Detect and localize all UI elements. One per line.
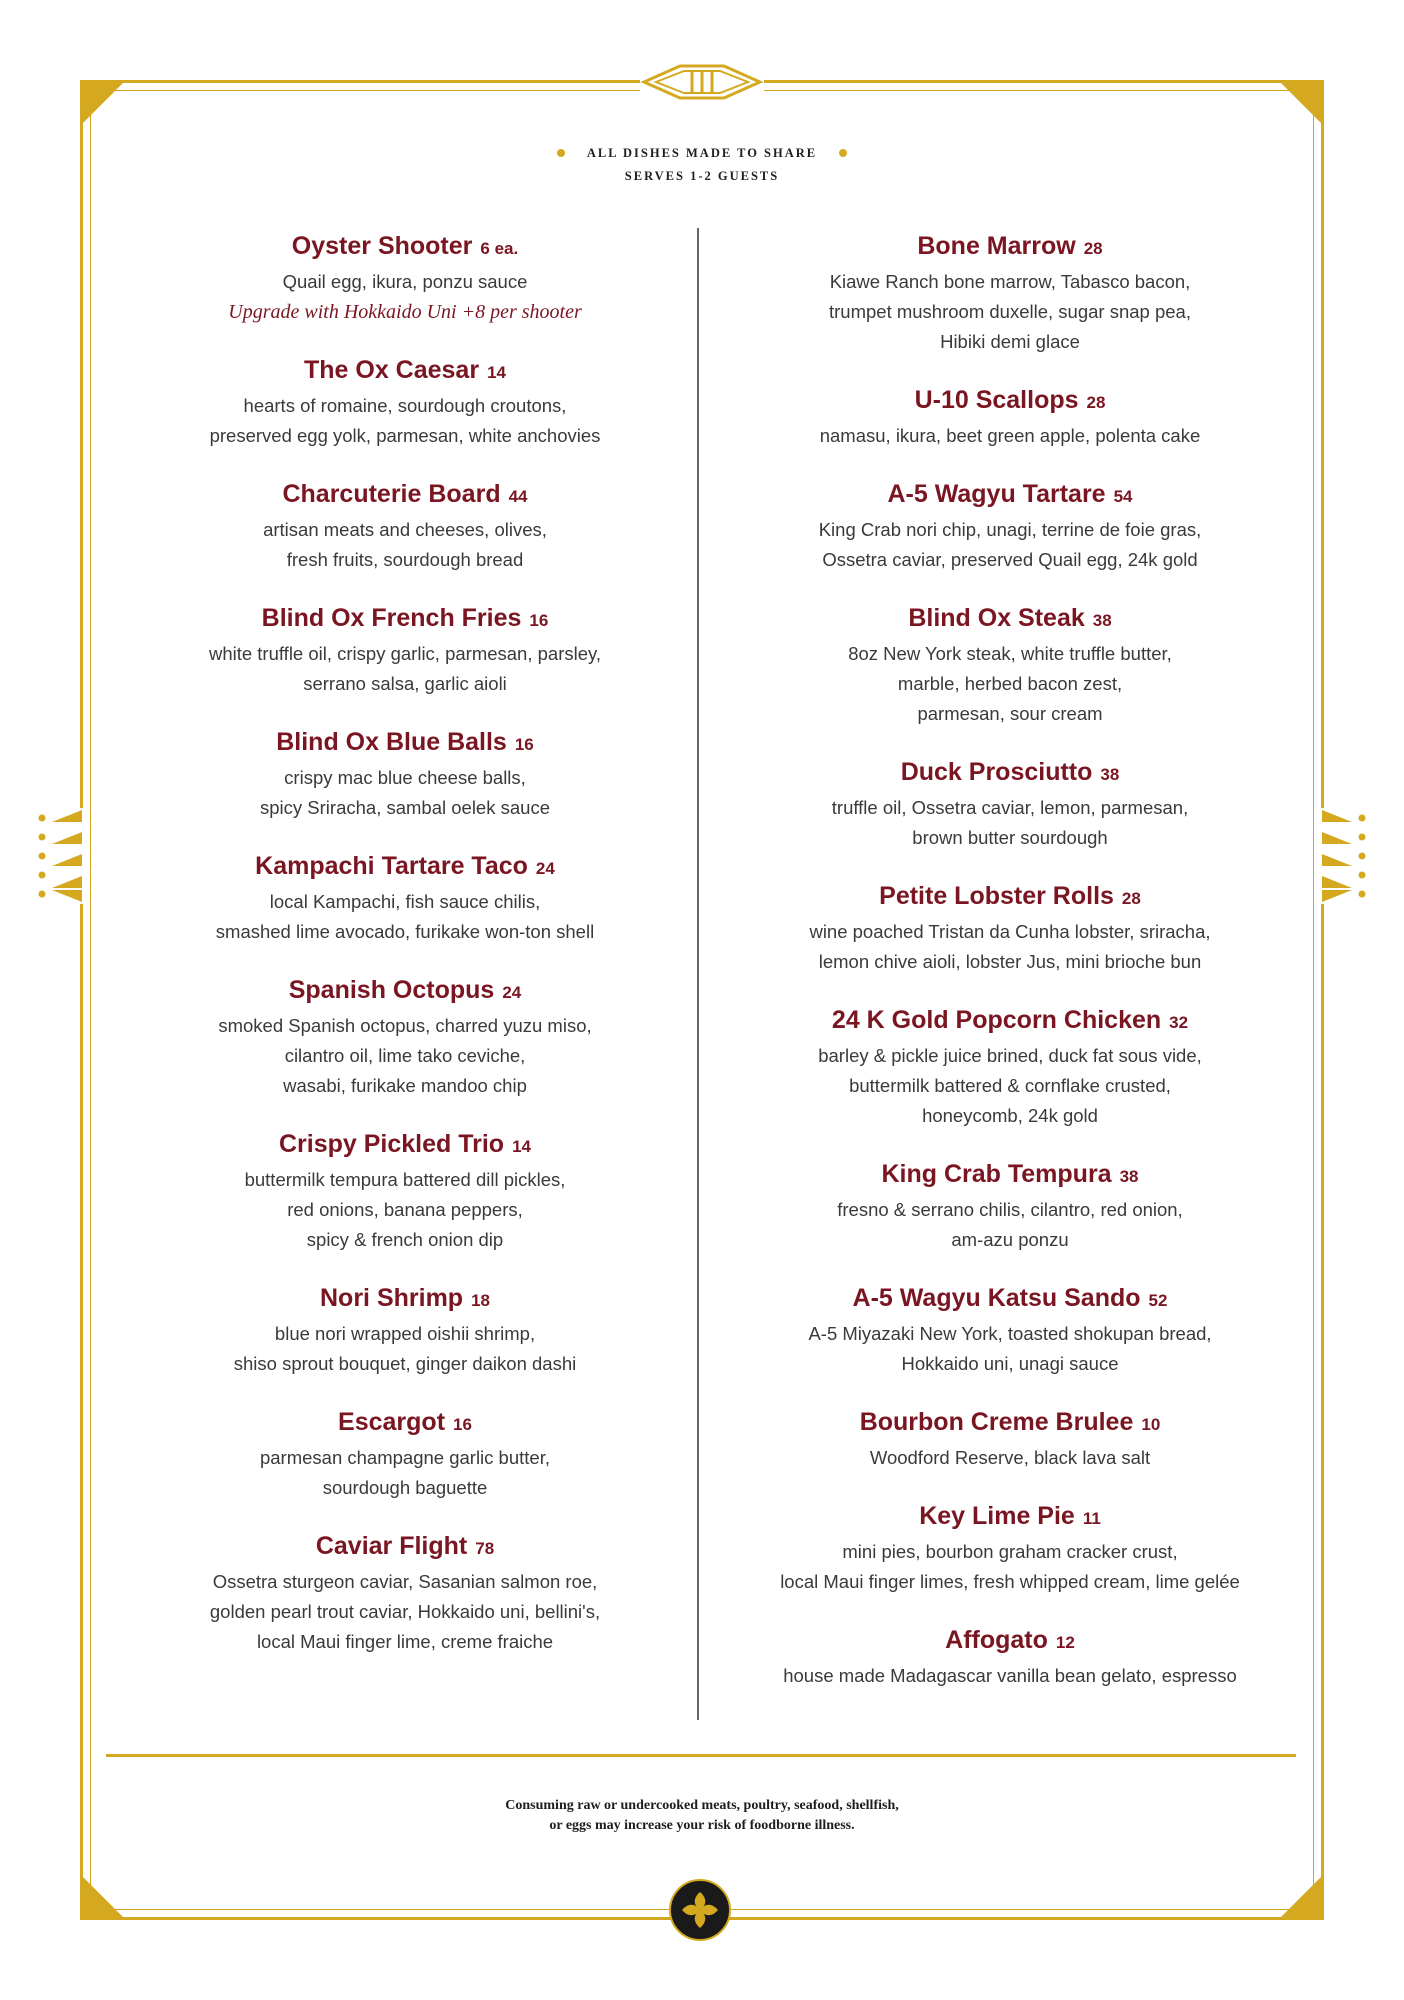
menu-item-heading bbox=[140, 1280, 670, 1319]
menu-item-upgrade-note: Upgrade with Hokkaido Uni +8 per shooter bbox=[228, 301, 582, 323]
menu-item-name: Nori Shrimp bbox=[320, 1284, 464, 1312]
header-line-1 bbox=[0, 142, 1404, 165]
menu-item-heading bbox=[742, 382, 1278, 421]
menu-header bbox=[0, 142, 1404, 188]
menu-item-heading bbox=[742, 878, 1278, 917]
menu-item-heading bbox=[140, 352, 670, 391]
menu-item-description: buttermilk tempura battered dill pickles, bbox=[244, 1169, 566, 1190]
disclaimer-line: Consuming raw or undercooked meats, poultry, seafood, shellfish, bbox=[505, 1798, 899, 1813]
menu-item-name: Blind Ox French Fries bbox=[261, 604, 522, 632]
menu-item-heading bbox=[140, 476, 670, 515]
menu-item-description: barley & pickle juice brined, duck fat sous vide, bbox=[818, 1045, 1202, 1066]
corner-ornament-bottom-right bbox=[1278, 1874, 1324, 1920]
dot-icon bbox=[839, 149, 847, 157]
menu-item bbox=[140, 352, 670, 451]
menu-item-description: buttermilk battered & cornflake crusted, bbox=[849, 1075, 1171, 1096]
menu-item bbox=[140, 972, 670, 1101]
side-ornament-icon bbox=[36, 808, 88, 904]
menu-item-name: Petite Lobster Rolls bbox=[879, 882, 1114, 910]
menu-item-price: 28 bbox=[1121, 889, 1141, 908]
menu-item-heading bbox=[140, 228, 670, 267]
menu-item-description: fresno & serrano chilis, cilantro, red onion, bbox=[837, 1199, 1183, 1220]
menu-item-name: 24 K Gold Popcorn Chicken bbox=[831, 1006, 1162, 1034]
menu-item bbox=[742, 1002, 1278, 1131]
menu-item-heading bbox=[742, 1280, 1278, 1319]
menu-item-description: A-5 Miyazaki New York, toasted shokupan bread, bbox=[808, 1323, 1212, 1344]
menu-item-price: 38 bbox=[1119, 1167, 1139, 1186]
menu-item-price: 28 bbox=[1086, 393, 1106, 412]
menu-item-heading bbox=[140, 1404, 670, 1443]
leaf-logo-icon bbox=[668, 1878, 732, 1942]
menu-item-description: Woodford Reserve, black lava salt bbox=[869, 1447, 1151, 1468]
menu-item-description: honeycomb, 24k gold bbox=[922, 1105, 1098, 1126]
menu-item bbox=[140, 1126, 670, 1255]
menu-item-description: preserved egg yolk, parmesan, white anchovies bbox=[209, 425, 601, 446]
menu-item-price: 78 bbox=[475, 1539, 495, 1558]
menu-item bbox=[140, 848, 670, 947]
menu-item-price: 16 bbox=[514, 735, 534, 754]
menu-item-description: golden pearl trout caviar, Hokkaido uni, bellini's, bbox=[209, 1601, 601, 1622]
menu-item-heading bbox=[742, 1622, 1278, 1661]
menu-item-name: Duck Prosciutto bbox=[900, 758, 1093, 786]
menu-item-description: house made Madagascar vanilla bean gelato, espresso bbox=[783, 1665, 1237, 1686]
menu-item-description: serrano salsa, garlic aioli bbox=[303, 673, 507, 694]
menu-item-name: Escargot bbox=[338, 1408, 446, 1436]
header-share-text: ALL DISHES MADE TO SHARE bbox=[586, 146, 818, 160]
menu-item-description: shiso sprout bouquet, ginger daikon dashi bbox=[233, 1353, 577, 1374]
menu-item-name: Kampachi Tartare Taco bbox=[255, 852, 528, 880]
menu-item-name: Key Lime Pie bbox=[919, 1502, 1075, 1530]
menu-item bbox=[742, 754, 1278, 853]
menu-item bbox=[140, 1404, 670, 1503]
menu-item-price: 14 bbox=[512, 1137, 531, 1156]
menu-item-price: 12 bbox=[1055, 1633, 1075, 1652]
menu-item-heading bbox=[742, 228, 1278, 267]
menu-item-price: 32 bbox=[1169, 1013, 1189, 1032]
menu-item-name: Charcuterie Board bbox=[282, 480, 501, 508]
corner-ornament-bottom-left bbox=[80, 1874, 126, 1920]
menu-item-heading bbox=[140, 600, 670, 639]
menu-item-description: am-azu ponzu bbox=[951, 1229, 1069, 1250]
menu-item-description: Hibiki demi glace bbox=[940, 331, 1080, 352]
menu-item-name: Oyster Shooter bbox=[291, 232, 473, 260]
menu-item bbox=[742, 228, 1278, 357]
menu-item-price: 24 bbox=[502, 983, 522, 1002]
menu-item-heading bbox=[742, 1156, 1278, 1195]
menu-item-name: Crispy Pickled Trio bbox=[278, 1130, 505, 1158]
menu-item bbox=[742, 878, 1278, 977]
menu-item-description: trumpet mushroom duxelle, sugar snap pea, bbox=[829, 301, 1191, 322]
menu-item bbox=[742, 1404, 1278, 1473]
column-divider bbox=[697, 228, 699, 1720]
menu-item bbox=[742, 382, 1278, 451]
menu-item-price: 10 bbox=[1141, 1415, 1161, 1434]
menu-item-description: Ossetra caviar, preserved Quail egg, 24k gold bbox=[822, 549, 1198, 570]
menu-item-heading bbox=[742, 600, 1278, 639]
menu-item-name: A-5 Wagyu Tartare bbox=[887, 480, 1106, 508]
menu-item-heading bbox=[140, 848, 670, 887]
menu-item-name: King Crab Tempura bbox=[881, 1160, 1112, 1188]
menu-item-heading bbox=[742, 1498, 1278, 1537]
menu-item-description: Quail egg, ikura, ponzu sauce bbox=[282, 271, 528, 292]
menu-column-right bbox=[742, 228, 1278, 1716]
menu-item-description: parmesan champagne garlic butter, bbox=[259, 1447, 550, 1468]
menu-item-heading bbox=[742, 1404, 1278, 1443]
menu-item-description: cilantro oil, lime tako ceviche, bbox=[284, 1045, 526, 1066]
menu-item-description: Kiawe Ranch bone marrow, Tabasco bacon, bbox=[829, 271, 1191, 292]
menu-item-description: Ossetra sturgeon caviar, Sasanian salmon roe, bbox=[212, 1571, 598, 1592]
menu-item-heading bbox=[742, 1002, 1278, 1041]
menu-item bbox=[140, 724, 670, 823]
diamond-ornament-icon bbox=[640, 62, 764, 102]
menu-item-price: 44 bbox=[508, 487, 528, 506]
menu-item-description: local Maui finger limes, fresh whipped cream, lime gelée bbox=[780, 1571, 1240, 1592]
menu-item-description: King Crab nori chip, unagi, terrine de foie gras, bbox=[818, 519, 1202, 540]
footer-rule bbox=[106, 1754, 1296, 1757]
menu-item-heading bbox=[742, 754, 1278, 793]
menu-item-description: blue nori wrapped oishii shrimp, bbox=[274, 1323, 536, 1344]
menu-item-description: local Kampachi, fish sauce chilis, bbox=[269, 891, 541, 912]
menu-item-description: smoked Spanish octopus, charred yuzu miso, bbox=[218, 1015, 592, 1036]
menu-item-price: 18 bbox=[471, 1291, 490, 1310]
menu-item bbox=[742, 1280, 1278, 1379]
menu-item-price: 52 bbox=[1148, 1291, 1168, 1310]
menu-item-description: sourdough baguette bbox=[322, 1477, 488, 1498]
menu-item-name: Bourbon Creme Brulee bbox=[859, 1408, 1134, 1436]
menu-item-description: namasu, ikura, beet green apple, polenta cake bbox=[819, 425, 1201, 446]
menu-column-left bbox=[140, 228, 670, 1682]
menu-item-description: artisan meats and cheeses, olives, bbox=[263, 519, 547, 540]
menu-item bbox=[742, 1622, 1278, 1691]
menu-item-name: Spanish Octopus bbox=[288, 976, 495, 1004]
menu-item-description: crispy mac blue cheese balls, bbox=[284, 767, 526, 788]
menu-item-description: marble, herbed bacon zest, bbox=[897, 673, 1123, 694]
menu-item-description: 8oz New York steak, white truffle butter, bbox=[848, 643, 1172, 664]
menu-item-price: 28 bbox=[1083, 239, 1103, 258]
menu-item-name: Blind Ox Blue Balls bbox=[276, 728, 507, 756]
menu-item bbox=[140, 228, 670, 327]
menu-item-name: U-10 Scallops bbox=[914, 386, 1079, 414]
menu-item-price: 16 bbox=[453, 1415, 472, 1434]
menu-item-name: The Ox Caesar bbox=[303, 356, 480, 384]
menu-item-name: Blind Ox Steak bbox=[908, 604, 1085, 632]
menu-item-description: parmesan, sour cream bbox=[917, 703, 1103, 724]
menu-item-heading bbox=[140, 972, 670, 1011]
menu-item-price: 16 bbox=[529, 611, 549, 630]
dot-icon bbox=[557, 149, 565, 157]
menu-item-description: Hokkaido uni, unagi sauce bbox=[901, 1353, 1119, 1374]
menu-item-heading bbox=[140, 1528, 670, 1567]
menu-item-price: 14 bbox=[487, 363, 506, 382]
footer-disclaimer bbox=[0, 1796, 1404, 1836]
menu-item-price: 24 bbox=[535, 859, 555, 878]
side-ornament-icon bbox=[1316, 808, 1368, 904]
menu-item-description: wasabi, furikake mandoo chip bbox=[283, 1075, 527, 1096]
menu-item bbox=[140, 476, 670, 575]
menu-item-description: fresh fruits, sourdough bread bbox=[286, 549, 524, 570]
menu-item-price: 11 bbox=[1082, 1509, 1101, 1528]
menu-item-heading bbox=[140, 1126, 670, 1165]
menu-item-price: 6 ea. bbox=[480, 239, 519, 258]
corner-ornament-top-right bbox=[1278, 80, 1324, 126]
menu-item-description: white truffle oil, crispy garlic, parmesan, parsley, bbox=[208, 643, 602, 664]
menu-item-name: Affogato bbox=[945, 1626, 1048, 1654]
menu-item-description: spicy & french onion dip bbox=[306, 1229, 504, 1250]
menu-item-heading bbox=[742, 476, 1278, 515]
menu-item-description: red onions, banana peppers, bbox=[287, 1199, 523, 1220]
menu-item-price: 38 bbox=[1092, 611, 1112, 630]
menu-item bbox=[140, 600, 670, 699]
menu-item bbox=[742, 1156, 1278, 1255]
menu-item-price: 54 bbox=[1113, 487, 1133, 506]
menu-item-description: wine poached Tristan da Cunha lobster, sriracha, bbox=[809, 921, 1211, 942]
menu-item-description: spicy Sriracha, sambal oelek sauce bbox=[260, 797, 550, 818]
menu-item-description: hearts of romaine, sourdough croutons, bbox=[243, 395, 567, 416]
menu-item-description: mini pies, bourbon graham cracker crust, bbox=[842, 1541, 1178, 1562]
menu-item bbox=[140, 1280, 670, 1379]
menu-item-description: brown butter sourdough bbox=[912, 827, 1108, 848]
menu-item-name: Caviar Flight bbox=[315, 1532, 468, 1560]
menu-item-description: truffle oil, Ossetra caviar, lemon, parmesan, bbox=[831, 797, 1189, 818]
menu-item-name: Bone Marrow bbox=[917, 232, 1076, 260]
menu-item bbox=[742, 476, 1278, 575]
menu-item bbox=[742, 1498, 1278, 1597]
menu-item bbox=[742, 600, 1278, 729]
corner-ornament-top-left bbox=[80, 80, 126, 126]
menu-item-name: A-5 Wagyu Katsu Sando bbox=[852, 1284, 1141, 1312]
menu-item-heading bbox=[140, 724, 670, 763]
disclaimer-line: or eggs may increase your risk of foodborne illness. bbox=[549, 1818, 855, 1833]
menu-item bbox=[140, 1528, 670, 1657]
menu-item-description: smashed lime avocado, furikake won-ton shell bbox=[215, 921, 595, 942]
menu-item-price: 38 bbox=[1100, 765, 1120, 784]
menu-item-description: local Maui finger lime, creme fraiche bbox=[256, 1631, 554, 1652]
header-serves-text: SERVES 1-2 GUESTS bbox=[624, 169, 780, 183]
menu-item-description: lemon chive aioli, lobster Jus, mini brioche bun bbox=[818, 951, 1202, 972]
